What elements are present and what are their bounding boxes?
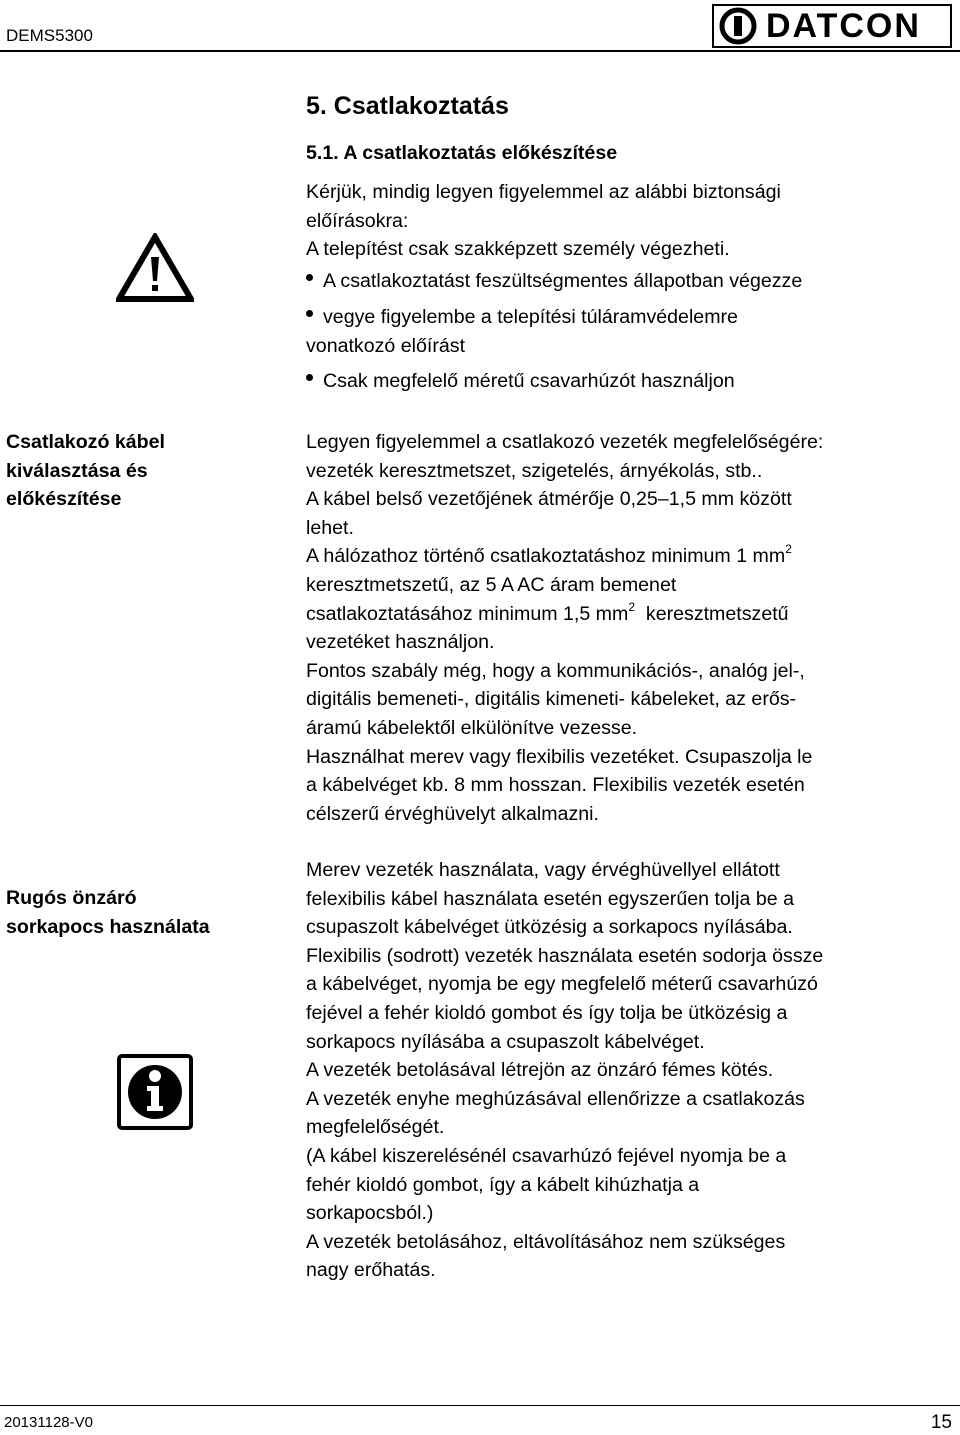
body-line: felexibilis kábel használata esetén egyszerűen tolja be a — [306, 887, 794, 910]
body-line: A vezeték betolásához, eltávolításához nem szükséges — [306, 1230, 786, 1253]
bullet-text: vegye figyelembe a telepítési túláramvédelemre — [323, 306, 738, 328]
bullet-dot — [306, 274, 313, 281]
footer-divider — [0, 1405, 960, 1406]
body-line: vezetéket használjon. — [306, 631, 495, 654]
document-code: 20131128-V0 — [4, 1414, 93, 1431]
bullet-text: A csatlakoztatást feszültségmentes állapotban végezze — [323, 270, 803, 292]
body-line: fejével a fehér kioldó gombot és így tolja be ütközésig a — [306, 1001, 788, 1024]
body-line: fehér kioldó gombot, így a kábelt kihúzhatja a — [306, 1173, 700, 1196]
side-label-line: előkészítése — [6, 488, 122, 511]
body-line: vezeték keresztmetszet, szigetelés, árnyékolás, stb.. — [306, 459, 763, 482]
body-line: a kábelvéget, nyomja be egy megfelelő méterű csavarhúzó — [306, 973, 818, 996]
brand-name: DATCON — [766, 7, 921, 45]
side-label-line: sorkapocs használata — [6, 915, 210, 938]
body-line: Merev vezeték használata, vagy érvéghüvellyel ellátott — [306, 859, 780, 881]
body-line: nagy erőhatás. — [306, 1259, 436, 1282]
subsection-title: 5.1. A csatlakoztatás előkészítése — [306, 142, 618, 164]
body-line: sorkapocs nyílásába a csupaszolt kábelvéget. — [306, 1030, 705, 1053]
body-line: megfelelőségét. — [306, 1116, 445, 1139]
body-line: Fontos szabály még, hogy a kommunikációs-, analóg jel-, — [306, 659, 805, 682]
body-line: a kábelvéget kb. 8 mm hosszan. Flexibilis vezeték esetén — [306, 774, 805, 797]
bullet-item — [306, 370, 735, 393]
body-line: csupaszolt kábelvéget ütközésig a sorkapocs nyílásába. — [306, 916, 793, 939]
side-label-line: kiválasztása és — [6, 459, 148, 482]
bullet-item — [306, 270, 802, 293]
body-line: áramú kábelektől elkülönítve vezesse. — [306, 716, 638, 739]
header-divider — [0, 50, 960, 52]
bullet-item — [306, 306, 738, 329]
bullet-continuation: vonatkozó előírást — [306, 335, 466, 357]
body-line: lehet. — [306, 516, 354, 539]
body-line: csatlakoztatásához minimum 1,5 $mm^2$ keresztmetszetű — [306, 599, 789, 625]
superscript: 2 — [628, 599, 636, 614]
safety-intro — [306, 178, 960, 264]
safety-intro-line: Kérjük, mindig legyen figyelemmel az alábbi biztonsági — [306, 181, 781, 203]
document-model: DEMS5300 — [6, 26, 93, 45]
body-line: Flexibilis (sodrott) vezeték használata esetén sodorja össze — [306, 944, 824, 967]
body-line: Legyen figyelemmel a csatlakozó vezeték megfelelőségére: — [306, 431, 824, 453]
terminal-body — [306, 856, 960, 1285]
bullet-text: Csak megfelelő méretű csavarhúzót használjon — [323, 370, 735, 392]
body-line: A hálózathoz történő csatlakoztatáshoz minimum 1 $mm^2$ — [306, 542, 792, 568]
body-line: A vezeték betolásával létrejön az önzáró fémes kötés. — [306, 1059, 774, 1082]
section-title: 5. Csatlakoztatás — [306, 92, 509, 120]
cable-side-label — [6, 428, 276, 514]
bullet-dot — [306, 310, 313, 317]
page-number: 15 — [930, 1412, 952, 1433]
bullet-dot — [306, 374, 313, 381]
body-line: digitális bemeneti-, digitális kimeneti- kábeleket, az erős- — [306, 688, 797, 711]
body-line: A kábel belső vezetőjének átmérője 0,25–1,5 mm között — [306, 488, 792, 511]
body-line: (A kábel kiszerelésénél csavarhúzó fejével nyomja be a — [306, 1144, 787, 1167]
terminal-side-label — [6, 884, 276, 941]
safety-intro-line: előírásokra: — [306, 209, 409, 232]
datcon-logo-icon — [718, 6, 758, 46]
body-line: keresztmetszetű, az 5 A AC áram bemenet — [306, 573, 677, 596]
brand-logo — [712, 4, 952, 48]
body-line: A vezeték enyhe meghúzásával ellenőrizze a csatlakozás — [306, 1087, 805, 1110]
body-line: sorkapocsból.) — [306, 1202, 434, 1225]
cable-body — [306, 428, 960, 828]
warning-triangle-icon — [116, 233, 194, 303]
superscript: 2 — [785, 542, 792, 557]
info-icon — [117, 1054, 193, 1130]
side-label-line: Rugós önzáró — [6, 887, 137, 909]
safety-intro-line: A telepítést csak szakképzett személy végezheti. — [306, 238, 730, 261]
side-label-line: Csatlakozó kábel — [6, 431, 165, 453]
body-line: célszerű érvéghüvelyt alkalmazni. — [306, 802, 599, 825]
body-line: Használhat merev vagy flexibilis vezetéket. Csupaszolja le — [306, 745, 813, 768]
